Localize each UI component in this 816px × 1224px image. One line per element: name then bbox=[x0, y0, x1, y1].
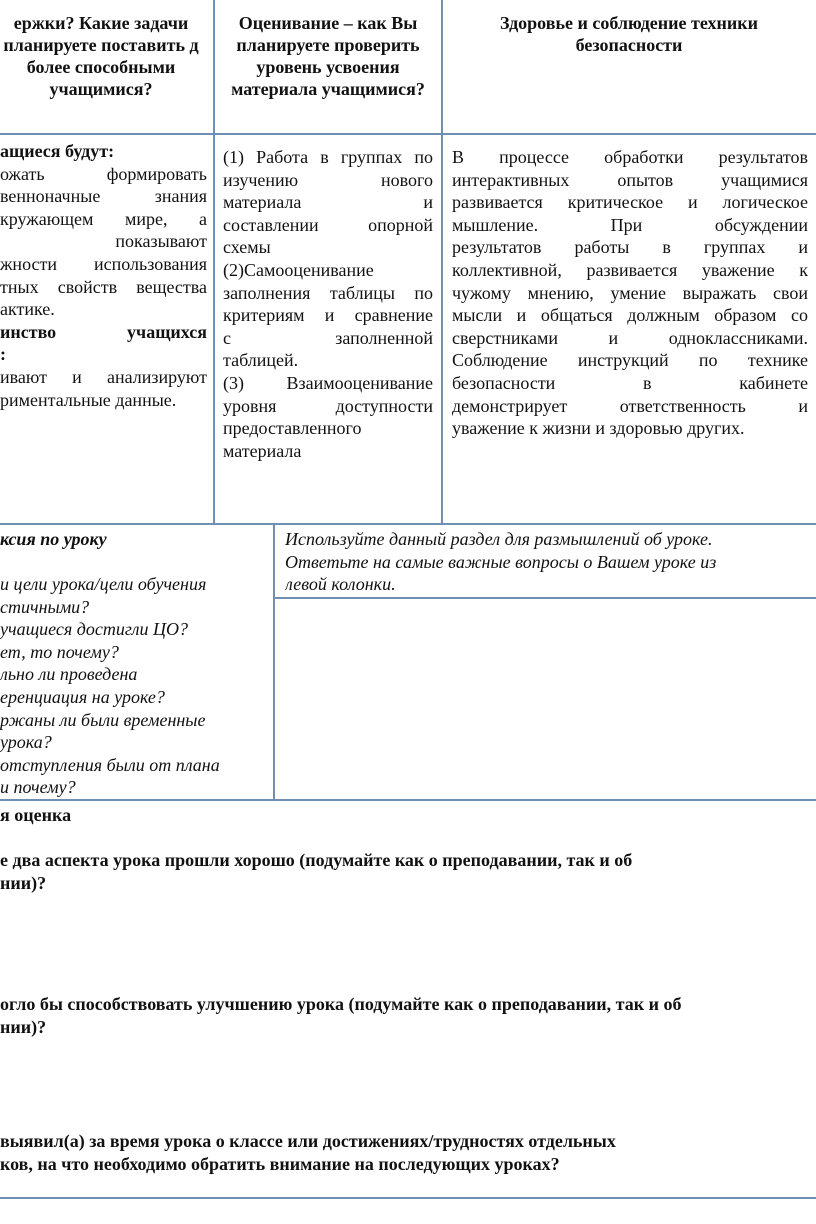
col3-line: чужому мнению, умение выражать свои bbox=[452, 282, 808, 303]
col1-line: инство учащихся bbox=[0, 321, 207, 342]
assessment-answer-1[interactable] bbox=[0, 898, 816, 986]
col2-line: материала bbox=[223, 440, 302, 461]
col2-line: материала и bbox=[223, 192, 433, 213]
assessment-question-line: огло бы способствовать улучшению урока (подумайте как о преподавании, так и об bbox=[0, 994, 682, 1014]
col1-line: тных свойств вещества bbox=[0, 276, 207, 297]
col3-line: мышление. При обсуждении bbox=[452, 214, 808, 235]
page-bottom-divider bbox=[0, 1197, 816, 1199]
col1-line: риментальные данные. bbox=[0, 389, 177, 410]
col2-line: уровня доступности bbox=[223, 395, 433, 416]
col2-body bbox=[223, 146, 433, 462]
assessment-question-line: ков, на что необходимо обратить внимание на последующих уроках? bbox=[0, 1153, 560, 1174]
col2-line: изучению нового bbox=[223, 169, 433, 190]
table-bottom-divider bbox=[0, 523, 816, 525]
col1-line: кружающем мире, а bbox=[0, 208, 207, 229]
assessment-answer-2[interactable] bbox=[0, 1042, 816, 1130]
col2-line: (3) Взаимооценивание bbox=[223, 372, 433, 393]
reflection-question-line: учащиеся достигли ЦО? bbox=[0, 619, 188, 640]
col2-line: (2)Самооценивание bbox=[223, 259, 374, 280]
assessment-question-line: нии)? bbox=[0, 1016, 47, 1037]
reflection-instruction-line: Ответьте на самые важные вопросы о Вашем уроке из bbox=[285, 551, 717, 572]
col1-line: жности использования bbox=[0, 253, 207, 274]
reflection-question-line: ет, то почему? bbox=[0, 641, 119, 662]
col3-line: интерактивных опытов учащимися bbox=[452, 169, 808, 190]
col2-line: таблицей. bbox=[223, 350, 299, 371]
reflection-answer-area[interactable] bbox=[275, 599, 816, 799]
assessment-question-line: выявил(а) за время урока о классе или достижениях/трудностях отдельных bbox=[0, 1131, 616, 1151]
col3-line: демонстрирует ответственность и bbox=[452, 395, 808, 416]
col2-line: предоставленного bbox=[223, 418, 362, 439]
col3-line: уважение к жизни и здоровью других. bbox=[452, 418, 745, 439]
col2-line: (1) Работа в группах по bbox=[223, 147, 433, 167]
col1-line: показывают bbox=[115, 231, 207, 252]
header-cell-assessment: Оценивание – как Вы планируете проверить уровень усвоения материала учащимися? bbox=[231, 13, 425, 99]
col2-line: схемы bbox=[223, 237, 271, 258]
assessment-question-3 bbox=[0, 1130, 812, 1175]
col1-line: актике. bbox=[0, 299, 55, 320]
col3-line: развивается критическое и логическое bbox=[452, 192, 808, 213]
reflection-questions bbox=[0, 573, 270, 799]
col3-body bbox=[452, 146, 808, 440]
col2-line: с заполненной bbox=[223, 327, 433, 348]
table-divider-col2 bbox=[441, 0, 443, 524]
table-divider-col1 bbox=[213, 0, 215, 524]
reflection-question-line: стичными? bbox=[0, 596, 90, 617]
reflection-bottom-divider bbox=[0, 799, 816, 801]
reflection-instruction-line: Используйте данный раздел для размышлений об уроке. bbox=[285, 529, 713, 549]
reflection-question-line: отступления были от плана bbox=[0, 754, 220, 775]
col3-line: сверстниками и одноклассниками. bbox=[452, 327, 808, 348]
header-cell-differentiation: ержки? Какие задачи планируете поставить д более способными учащимися? bbox=[3, 13, 199, 99]
col3-line: В процессе обработки результатов bbox=[452, 147, 808, 167]
reflection-question-line: и цели урока/цели обучения bbox=[0, 574, 207, 594]
reflection-question-line: и почему? bbox=[0, 777, 76, 798]
assessment-question-2 bbox=[0, 993, 812, 1038]
header-cell-health-safety: Здоровье и соблюдение техники безопасности bbox=[500, 13, 758, 55]
col1-line: ожать формировать bbox=[0, 163, 207, 184]
assessment-question-line: е два аспекта урока прошли хорошо (подумайте как о преподавании, так и об bbox=[0, 850, 633, 870]
reflection-instruction-line: левой колонки. bbox=[285, 574, 396, 595]
col1-line: ивают и анализируют bbox=[0, 366, 207, 387]
assessment-question-line: нии)? bbox=[0, 872, 47, 893]
col3-line: коллективной, развивается уважение к bbox=[452, 259, 808, 280]
reflection-question-line: льно ли проведена bbox=[0, 664, 138, 685]
col3-line: результатов работы в группах и bbox=[452, 237, 808, 258]
col1-line: : bbox=[0, 344, 6, 365]
assessment-title: я оценка bbox=[0, 805, 72, 825]
col3-line: мысли и общаться должным образом со bbox=[452, 305, 808, 326]
reflection-title: ксия по уроку bbox=[0, 529, 107, 549]
reflection-question-line: урока? bbox=[0, 732, 52, 753]
reflection-question-line: еренциация на уроке? bbox=[0, 686, 165, 707]
header-row-divider bbox=[0, 133, 816, 135]
col2-line: составлении опорной bbox=[223, 214, 433, 235]
col1-line: ащиеся будут: bbox=[0, 141, 115, 161]
col3-line: безопасности в кабинете bbox=[452, 372, 808, 393]
col2-line: критериям и сравнение bbox=[223, 305, 433, 326]
col2-line: заполнения таблицы по bbox=[223, 282, 433, 303]
reflection-instruction bbox=[285, 528, 810, 596]
reflection-question-line: ржаны ли были временные bbox=[0, 709, 206, 730]
assessment-question-1 bbox=[0, 849, 812, 894]
col1-body bbox=[0, 140, 207, 411]
col1-line: венноначные знания bbox=[0, 186, 207, 207]
col3-line: Соблюдение инструкций по технике bbox=[452, 350, 808, 371]
